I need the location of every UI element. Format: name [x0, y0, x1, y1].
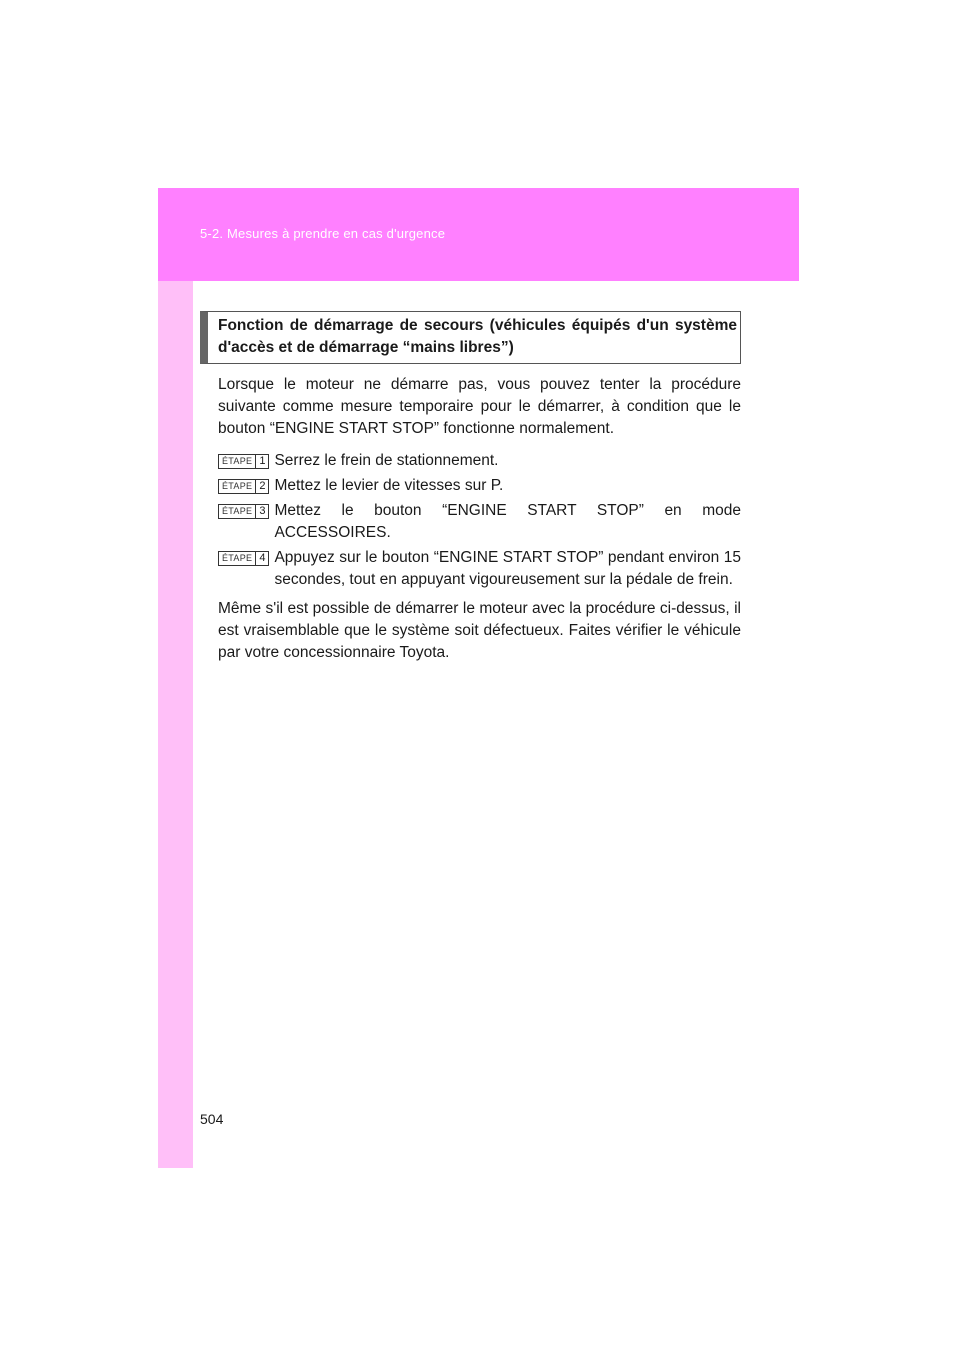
main-content — [200, 311, 741, 664]
step-item — [218, 547, 741, 591]
section-reference: 5-2. Mesures à prendre en cas d'urgence — [200, 226, 446, 241]
page-number: 504 — [200, 1111, 224, 1127]
step-badge-label: ÉTAPE — [222, 456, 253, 466]
step-text: Mettez le bouton “ENGINE START STOP” en mode ACCESSOIRES. — [274, 502, 741, 541]
step-item — [218, 450, 741, 472]
step-text: Mettez le levier de vitesses sur P. — [274, 477, 504, 494]
step-badge-number: 3 — [255, 505, 268, 518]
section-title: Fonction de démarrage de secours (véhicules équipés d'un système d'accès et de démarrage “mains libres”) — [200, 311, 741, 364]
step-item — [218, 475, 741, 497]
step-badge-label: ÉTAPE — [222, 553, 253, 563]
intro-paragraph: Lorsque le moteur ne démarre pas, vous pouvez tenter la procédure suivante comme mesure temporaire pour le démarrer, à condition que le bouton “ENGINE START STOP” fonctionne normalement. — [218, 376, 741, 437]
step-badge — [218, 551, 269, 566]
chapter-side-band — [158, 281, 193, 1168]
step-badge — [218, 504, 269, 519]
step-item — [218, 500, 741, 544]
step-badge-label: ÉTAPE — [222, 481, 253, 491]
step-badge-number: 1 — [255, 455, 268, 468]
step-text: Appuyez sur le bouton “ENGINE START STOP” pendant environ 15 secondes, tout en appuyant vigoureusement sur la pédale de frein. — [274, 549, 741, 588]
closing-paragraph: Même s'il est possible de démarrer le moteur avec la procédure ci-dessus, il est vraisemblable que le système soit défectueux. Faites vérifier le véhicule par votre concessionnaire Toyota. — [218, 600, 741, 661]
step-badge-label: ÉTAPE — [222, 506, 253, 516]
step-badge-number: 4 — [255, 552, 268, 565]
step-text: Serrez le frein de stationnement. — [274, 452, 499, 469]
step-badge — [218, 479, 269, 494]
step-badge-number: 2 — [255, 480, 268, 493]
step-badge — [218, 454, 269, 469]
chapter-header-band — [158, 188, 799, 281]
step-list — [200, 450, 741, 591]
